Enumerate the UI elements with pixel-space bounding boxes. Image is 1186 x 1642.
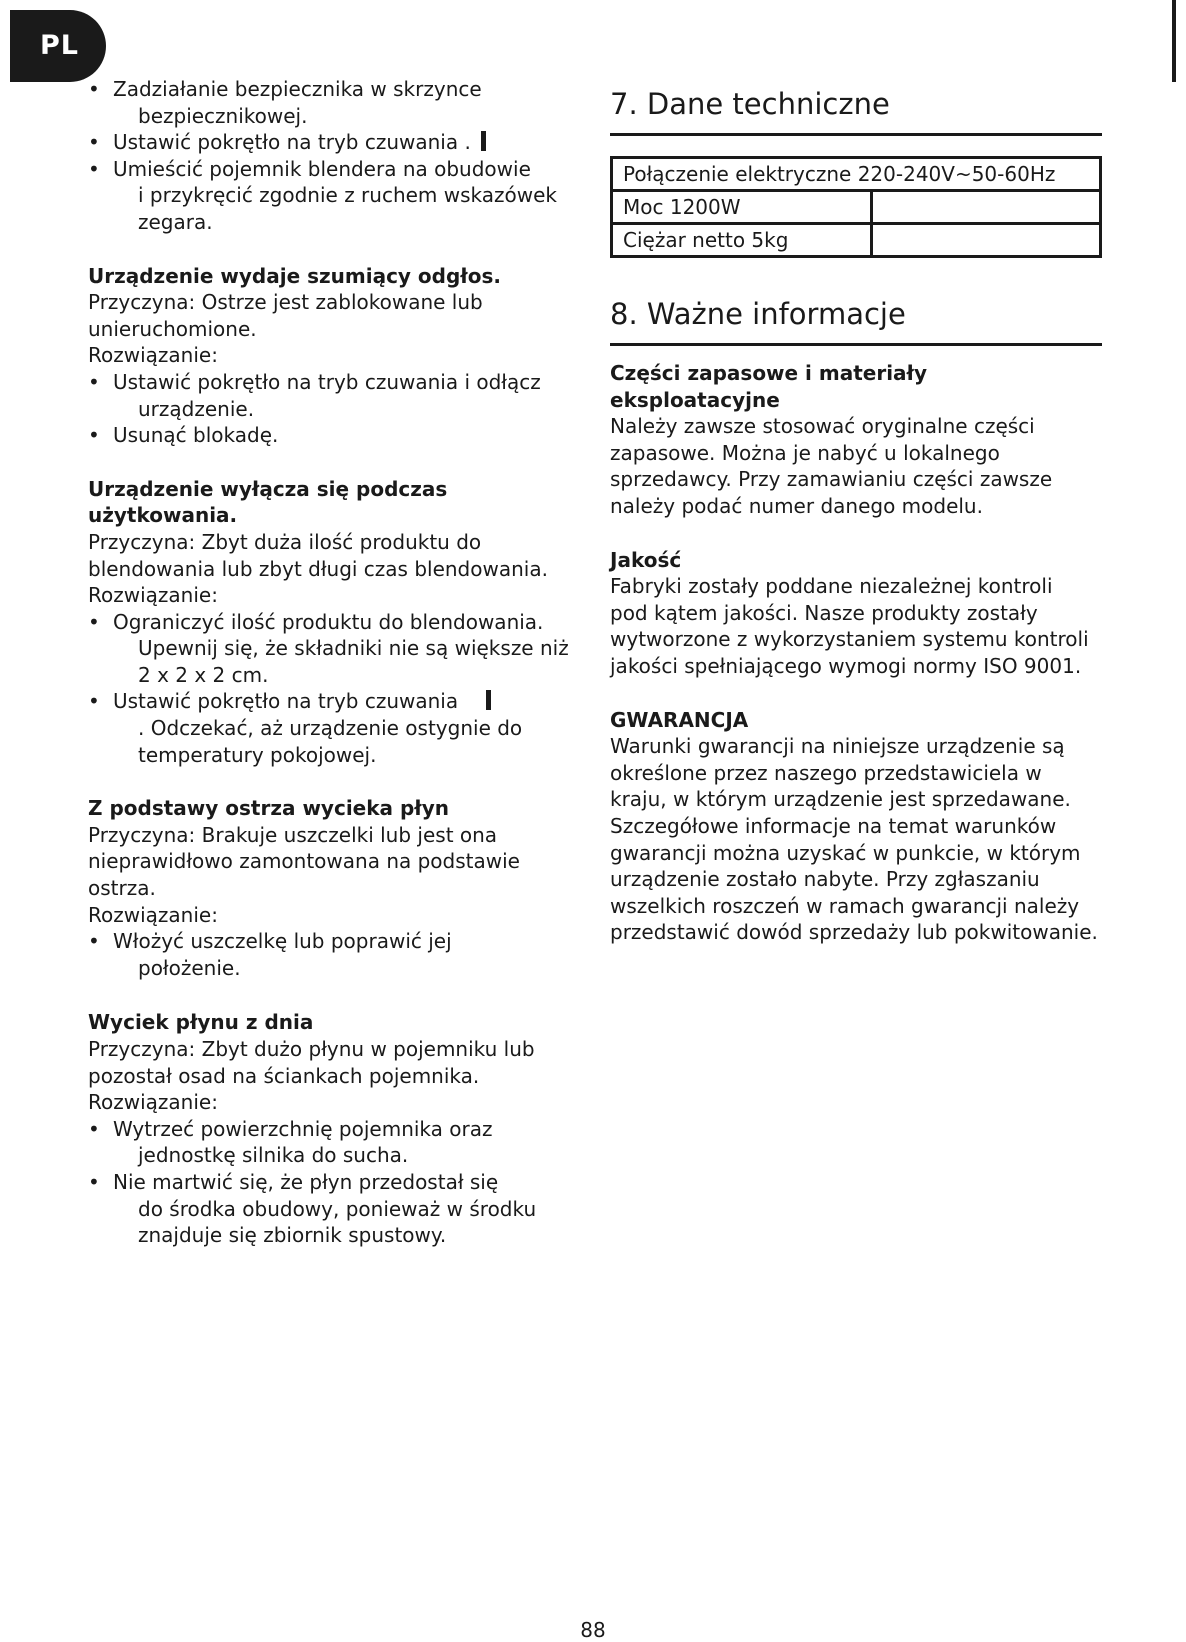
paragraph-line: Szczegółowe informacje na temat warunków bbox=[610, 813, 1057, 838]
page-number: 88 bbox=[580, 1618, 606, 1642]
table-cell bbox=[872, 224, 1101, 257]
bullet-dot: • bbox=[88, 1169, 100, 1194]
paragraph-line: określone przez naszego przedstawiciela w bbox=[610, 760, 1042, 785]
cause-text: blendowania lub zbyt długi czas blendowania. bbox=[88, 556, 548, 581]
troubleshooting-column bbox=[88, 76, 588, 1249]
table-cell bbox=[872, 191, 1101, 224]
list-item-text: Ustawić pokrętło na tryb czuwania bbox=[113, 689, 459, 714]
list-item-text: Usunąć blokadę. bbox=[113, 423, 279, 448]
list-item bbox=[88, 609, 588, 689]
title-divider bbox=[610, 133, 1102, 136]
table-cell: Moc 1200W bbox=[612, 191, 872, 224]
page-edge-marker bbox=[1172, 0, 1176, 82]
cause-text: Przyczyna: Brakuje uszczelki lub jest ona bbox=[88, 822, 498, 847]
bullet-dot: • bbox=[88, 423, 100, 448]
paragraph-line: kraju, w którym urządzenie jest sprzedawane. bbox=[610, 787, 1071, 812]
standby-symbol-icon bbox=[481, 131, 486, 151]
list-item-text: Ustawić pokrętło na tryb czuwania i odłącz bbox=[113, 369, 541, 394]
list-item-text: temperatury pokojowej. bbox=[138, 742, 377, 767]
section-heading: Wyciek płynu z dnia bbox=[88, 1010, 314, 1035]
list-item-text: Wytrzeć powierzchnię pojemnika oraz bbox=[113, 1116, 493, 1141]
bullet-dot: • bbox=[88, 609, 100, 634]
list-item-text: Włożyć uszczelkę lub poprawić jej bbox=[113, 929, 452, 954]
paragraph-line: urządzenie zostało nabyte. Przy zgłaszaniu bbox=[610, 867, 1040, 892]
cause-text: pozostał osad na ściankach pojemnika. bbox=[88, 1063, 480, 1088]
bullet-dot: • bbox=[88, 77, 100, 101]
paragraph-line: gwarancji można uzyskać w punkcie, w którym bbox=[610, 840, 1081, 865]
list-item bbox=[88, 422, 588, 449]
table-cell: Ciężar netto 5kg bbox=[612, 224, 872, 257]
list-item-text: Ustawić pokrętło na tryb czuwania . bbox=[113, 130, 471, 155]
list-item-text: i przykręcić zgodnie z ruchem wskazówek bbox=[138, 183, 558, 208]
bullet-dot: • bbox=[88, 1116, 100, 1141]
section-heading: Z podstawy ostrza wycieka płyn bbox=[88, 796, 450, 821]
paragraph-line: wszelkich roszczeń w ramach gwarancji należy bbox=[610, 893, 1080, 918]
list-item bbox=[88, 1169, 588, 1249]
list-item bbox=[88, 928, 588, 981]
specs-table bbox=[610, 156, 1102, 258]
list-item-text: Zadziałanie bezpiecznika w skrzynce bbox=[113, 77, 482, 101]
list-item-text: Nie martwić się, że płyn przedostał się bbox=[113, 1169, 499, 1194]
paragraph-line: Fabryki zostały poddane niezależnej kontroli bbox=[610, 574, 1053, 599]
section-title-info: 8. Ważne informacje bbox=[610, 297, 906, 331]
paragraph-line: Warunki gwarancji na niniejsze urządzenie są bbox=[610, 734, 1065, 759]
list-item-text: Ograniczyć ilość produktu do blendowania. bbox=[113, 609, 544, 634]
paragraph-line: przedstawić dowód sprzedaży lub pokwitowanie. bbox=[610, 920, 1098, 945]
list-item-text: urządzenie. bbox=[138, 396, 255, 421]
paragraph-line: sprzedawcy. Przy zamawianiu części zawsze bbox=[610, 467, 1053, 492]
cause-text: ostrza. bbox=[88, 876, 156, 901]
cause-text: unieruchomione. bbox=[88, 316, 257, 341]
table-cell bbox=[612, 158, 1101, 191]
list-item-text: zegara. bbox=[138, 209, 213, 234]
list-item bbox=[88, 156, 588, 236]
table-row bbox=[612, 224, 1101, 257]
spec-value: 220-240V~50-60Hz bbox=[857, 161, 1056, 186]
solution-label: Rozwiązanie: bbox=[88, 583, 218, 608]
solution-label: Rozwiązanie: bbox=[88, 1090, 218, 1115]
list-item-text: bezpiecznikowej. bbox=[138, 103, 308, 128]
table-row bbox=[612, 158, 1101, 191]
cause-text: Przyczyna: Zbyt duża ilość produktu do bbox=[88, 529, 482, 554]
list-item bbox=[88, 1116, 588, 1169]
bullet-dot: • bbox=[88, 929, 100, 954]
paragraph-line: wytworzone z wykorzystaniem systemu kontroli bbox=[610, 627, 1089, 652]
standby-symbol-icon bbox=[486, 690, 491, 710]
paragraph-line: należy podać numer danego modelu. bbox=[610, 493, 983, 518]
solution-label: Rozwiązanie: bbox=[88, 902, 218, 927]
list-item-text: Upewnij się, że składniki nie są większe niż bbox=[138, 636, 569, 661]
table-row bbox=[612, 191, 1101, 224]
paragraph-line: jakości spełniającego wymogi normy ISO 9001. bbox=[610, 653, 1082, 678]
list-item bbox=[88, 688, 588, 768]
language-tab bbox=[10, 10, 106, 82]
list-item bbox=[88, 369, 588, 422]
list-item-text: położenie. bbox=[138, 955, 241, 980]
list-item-text: 2 x 2 x 2 cm. bbox=[138, 662, 269, 687]
cause-text: nieprawidłowo zamontowana na podstawie bbox=[88, 849, 520, 874]
list-item-text: jednostkę silnika do sucha. bbox=[138, 1143, 409, 1168]
cause-text: Przyczyna: Ostrze jest zablokowane lub bbox=[88, 290, 483, 315]
solution-label: Rozwiązanie: bbox=[88, 343, 218, 368]
list-item bbox=[88, 76, 588, 129]
bullet-dot: • bbox=[88, 689, 100, 714]
language-label: PL bbox=[40, 30, 79, 61]
cause-text: Przyczyna: Zbyt dużo płynu w pojemniku lub bbox=[88, 1037, 535, 1061]
bullet-dot: • bbox=[88, 130, 100, 155]
paragraph-line: pod kątem jakości. Nasze produkty zostały bbox=[610, 600, 1038, 625]
bullet-dot: • bbox=[88, 369, 100, 394]
paragraph-line: Należy zawsze stosować oryginalne części bbox=[610, 414, 1035, 439]
list-item-text: do środka obudowy, ponieważ w środku bbox=[138, 1196, 537, 1221]
list-item-text: Umieścić pojemnik blendera na obudowie bbox=[113, 156, 531, 181]
bullet-dot: • bbox=[88, 156, 100, 181]
paragraph-line: zapasowe. Można je nabyć u lokalnego bbox=[610, 440, 1000, 465]
section-heading: Urządzenie wydaje szumiący odgłos. bbox=[88, 263, 501, 288]
section-heading: Urządzenie wyłącza się podczas użytkowania. bbox=[88, 476, 448, 528]
info-column bbox=[610, 86, 1102, 946]
list-item-text: . Odczekać, aż urządzenie ostygnie do bbox=[138, 716, 523, 741]
section-heading: GWARANCJA bbox=[610, 707, 749, 732]
section-title-tech: 7. Dane techniczne bbox=[610, 87, 890, 121]
list-item-text: znajduje się zbiornik spustowy. bbox=[138, 1223, 447, 1248]
section-heading: Części zapasowe i materiały eksploatacyjne bbox=[610, 361, 928, 412]
spec-label: Połączenie elektryczne bbox=[623, 161, 852, 186]
list-item bbox=[88, 129, 588, 156]
section-heading: Jakość bbox=[610, 547, 682, 572]
